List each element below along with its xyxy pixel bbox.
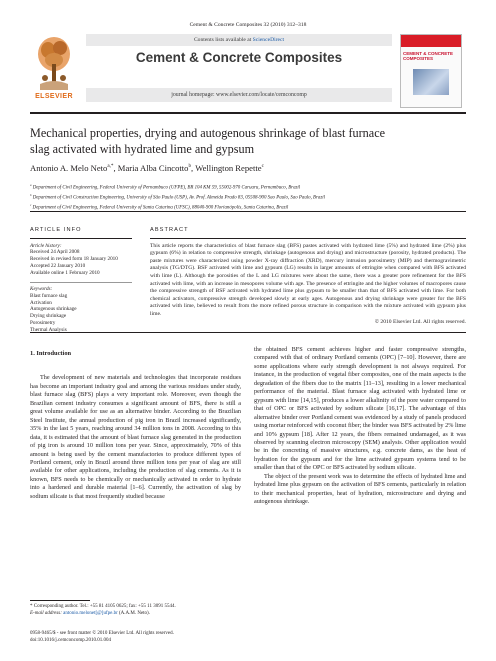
cover-title: CEMENT & CONCRETE COMPOSITES xyxy=(403,51,454,62)
history-label: Article history: xyxy=(30,242,62,249)
header-rule xyxy=(30,211,466,212)
journal-band xyxy=(86,34,392,106)
article-title-line2: slag activated with hydrated lime and gypsum xyxy=(30,141,255,156)
author-name[interactable]: Antonio A. Melo Neto xyxy=(30,163,108,173)
doi-line[interactable]: doi:10.1016/j.cemconcomp.2010.01.004 xyxy=(30,637,111,643)
keyword[interactable]: Thermal Analysis xyxy=(30,326,67,333)
author-separator: , xyxy=(113,163,118,173)
contents-prefix: Contents lists available at xyxy=(193,37,253,43)
article-title-line1: Mechanical properties, drying and autogenous shrinkage of blast furnace xyxy=(30,126,386,140)
abstract-rule xyxy=(150,238,466,239)
issn-line: 0958-9465/$ - see front matter © 2010 Elsevier Ltd. All rights reserved. xyxy=(30,631,174,636)
body-column-right xyxy=(254,346,466,507)
abstract-copyright: © 2010 Elsevier Ltd. All rights reserved. xyxy=(374,318,466,325)
history-item: Received 24 April 2008 xyxy=(30,249,80,256)
affiliation-line xyxy=(30,182,460,192)
author-name[interactable]: Wellington Repette xyxy=(195,163,262,173)
article-info-heading: ARTICLE INFO xyxy=(30,227,82,233)
journal-title: Cement & Concrete Composites xyxy=(135,50,343,65)
abstract-text: This article reports the characteristics of blast furnace slag (BFS) pastes activated with hydrated lime (5%) and hydrated lime (2%) plus gypsum (6%) in relation to compressive strength, shrinkage (autogenous and drying) and microstructure (porosity, hydrated products). The paste mixtures were characterized using powder X-ray diffraction (XRD), mercury intrusion porosimetry (MIP) and thermogravimetric analysis (TG/DTG). BSF activated with lime and gypsum (LG) results in larger amounts of ettringite when compared with BFS activated with lime (L). Although the porosities of the L and LG mixtures were about the same, there was a greater pore refinement for the BFS activated with lime, with an increase in mesopores volume with age. The presence of ettringite and the higher volumes of macropores cause the compressive strength of BSF activated with hydrated lime plus gypsum to be smaller than that of BFS activated with lime. For both chemical activators, compressive strength developed slowly at early ages. Autogenous and drying shrinkage were greater for the BFS activated with lime, believed to result from the more refined porous structure in comparison with the mixture activated with gypsum plus lime. xyxy=(150,242,466,317)
footnote-rule xyxy=(30,600,90,601)
affiliation-mark: a xyxy=(30,183,32,187)
running-head: Cement & Concrete Composites 32 (2010) 312–318 xyxy=(189,22,307,28)
body-column-left xyxy=(30,350,241,501)
homepage-url[interactable]: www.elsevier.com/locate/cemconcomp xyxy=(216,92,307,98)
elsevier-wordmark: ELSEVIER xyxy=(35,93,73,100)
cover-red-band xyxy=(401,35,461,47)
affiliation-text: Department of Civil Engineering, Federal University of Pernambuco (UFPE), BR 104 KM 59, 55002-970 Caruaru, Pernambuco, Brazil xyxy=(32,185,301,191)
history-item: Accepted 22 January 2010 xyxy=(30,262,86,269)
section-heading: 1. Introduction xyxy=(30,350,72,357)
elsevier-logo[interactable] xyxy=(30,34,78,106)
email-link[interactable]: antonio.melonet[@]ufpe.br xyxy=(63,610,118,616)
footnote xyxy=(30,604,241,618)
elsevier-tree-icon xyxy=(36,34,72,90)
author-affil-mark: b xyxy=(188,163,192,170)
journal-cover-thumbnail[interactable] xyxy=(400,34,462,108)
author-list xyxy=(30,163,460,173)
masthead-rule xyxy=(30,112,466,114)
keyword[interactable]: Autogenous shrinkage xyxy=(30,306,77,313)
keyword[interactable]: Activation xyxy=(30,299,52,306)
body-paragraph: The object of the present work was to determine the effects of hydrated lime and hydrated lime plus gypsum on the activation of BFS cements, particularly in relation to their mechanical properties, heat of hydration, microstructure and drying and autogenous shrinkage. xyxy=(254,472,466,506)
cover-image xyxy=(413,69,449,95)
author-separator: , xyxy=(191,163,196,173)
author-affil-mark: a,* xyxy=(107,163,114,170)
affiliation-line xyxy=(30,192,460,202)
contents-box xyxy=(86,34,392,46)
homepage-prefix: journal homepage: xyxy=(171,92,217,98)
author-affil-mark: c xyxy=(261,163,264,170)
affiliation-mark: b xyxy=(30,192,32,197)
journal-homepage xyxy=(86,88,392,102)
email-suffix: (A.A.M. Neto). xyxy=(117,610,150,616)
keywords-label: Keywords: xyxy=(30,286,53,293)
keyword[interactable]: Porosimetry xyxy=(30,320,56,327)
email-prefix: E-mail address: xyxy=(30,610,64,616)
masthead xyxy=(30,32,464,108)
email-line xyxy=(30,611,241,618)
affiliation-mark: c xyxy=(30,202,32,207)
keyword[interactable]: Drying shrinkage xyxy=(30,313,67,320)
keyword[interactable]: Blast furnace slag xyxy=(30,292,68,299)
affiliation-text: Department of Civil Engineering, Federal University of Santa Catarina (UFSC), 88040-900 Florianópolis, Santa Catarina, Brazil xyxy=(32,205,289,211)
affiliation-text: Department of Civil Construction Engineering, University of São Paulo (USP), Av. Prof. Almeida Prado 83, 05508-900 Sao Paulo, Sao Paulo, Brazil xyxy=(32,195,325,201)
history-item: Received in revised form 18 January 2010 xyxy=(30,256,118,263)
author-name[interactable]: Maria Alba Cincotto xyxy=(117,163,189,173)
article-info-rule xyxy=(30,238,132,239)
article-title xyxy=(30,126,450,157)
body-paragraph: the obtained BFS cement achieves higher and faster compressive strengths, compared with that of ordinary Portland cements (OPC) [7–10]. However, there are some applications where early strength development is not always required. For instance, in the production of vegetal fiber composites, one of the main aspects is the degradation of the fibers due to the matrix [11–13], resulting in a lower mechanical performance of the material. Blast furnace slag activated with hydrated lime or gypsum with lime [14,15], produces a lower alkalinity of the pore water compared to that of OPC or BFS activated by sodium silicate [16,17]. The advantage of this alternative binder over Portland cement was evidenced by a study of panels produced using mortar reinforced with coconut fiber; the binder was BFS activated by 2% lime and 10% gypsum [18]. After 12 years, the fibers remained undamaged, as it was observed by scanning electron microscopy (SEM) analysis. Other application would be in the concreting of massive structures, e.g. concrete dams, as the heat of hydration for the gypsum and for the lime activated gypsum systems tend to be smaller than that of the OPC or BFS activated by sodium silicate. xyxy=(254,346,466,472)
corresponding-author: * Corresponding author. Tel.: +55 81 4105 0625; fax: +55 11 3091 5544. xyxy=(30,604,176,609)
body-paragraph: The development of new materials and technologies that incorporate residues has become an important industry goal and among the various residues under study, blast furnace slag (BFS) plays a very important role. Moreover, even though the Brazilian cement industry consumes a significant amount of BFS, there is still a great volume available for use as an alternative binder. According to the Brazilian Steel Institute, the annual production of pig iron in Brazil increased significantly, 35% in the last 5 years, reaching around 34 million tons in 2008. According to this data, it is estimated that the amount of blast furnace slag generated in the production of pig iron is around 10 million tons per year. Since, approximately, 70% of this amount is being used by the cement manufactories to produce different types of Portland cement, only in Brazil around three million tons per year of slag are still available for other applications, including the production of slag cements. As it is known, BFS needs to be chemically or mechanically activated in order to hydrate into a hardened and durable material [1–6]. Currently, the activation of slag by sodium silicate is that most frequently studied because xyxy=(30,374,241,500)
article-info xyxy=(30,227,132,334)
abstract xyxy=(150,227,466,326)
history-item: Available online 1 February 2010 xyxy=(30,269,100,276)
affiliations xyxy=(30,182,460,211)
copyright-block xyxy=(30,631,330,645)
abstract-bottom-rule xyxy=(30,332,466,333)
affiliation-line xyxy=(30,202,460,212)
abstract-heading: ABSTRACT xyxy=(150,227,189,233)
keywords-rule xyxy=(30,282,132,283)
sciencedirect-link[interactable]: ScienceDirect xyxy=(252,37,285,43)
